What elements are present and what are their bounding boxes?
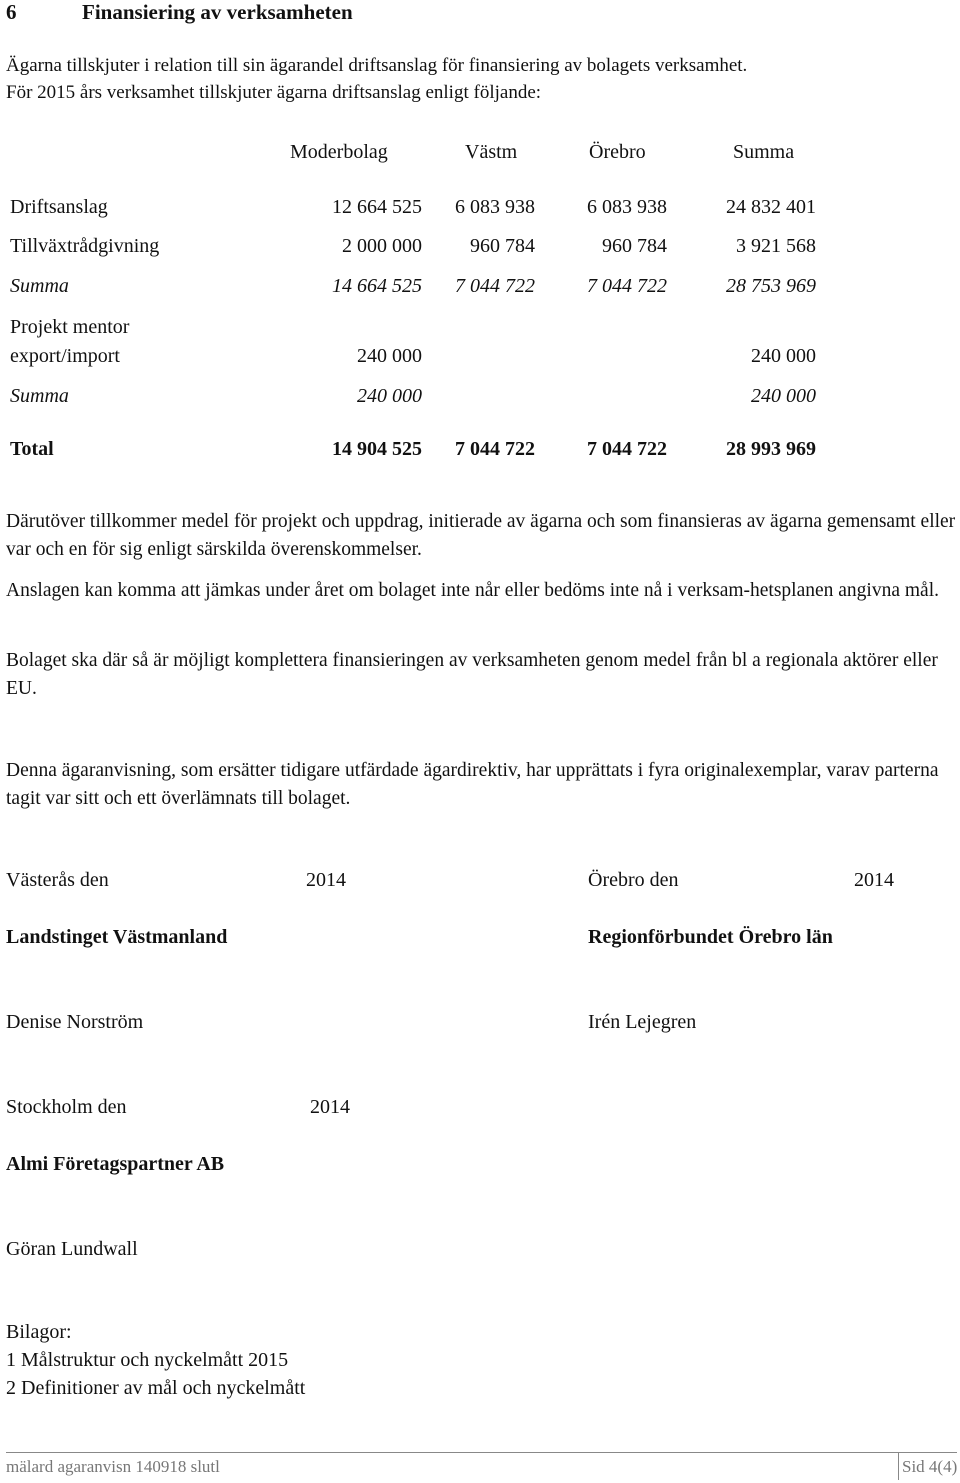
cell-vastm: 960 784	[470, 235, 535, 257]
signature-org-vasteras: Landstinget Västmanland	[6, 926, 228, 948]
cell-summa: 240 000	[751, 345, 816, 367]
row-label-line-1: Projekt mentor	[10, 316, 130, 338]
cell-summa: 28 753 969	[726, 275, 816, 297]
section-number: 6	[6, 0, 17, 24]
row-label: Total	[10, 438, 54, 460]
signature-org-stockholm: Almi Företagspartner AB	[6, 1153, 225, 1175]
paragraph: Därutöver tillkommer medel för projekt och uppdrag, initierade av ägarna och som finansieras av ägarna gemensamt eller var och en för sig enligt särskilda överenskommelser.	[6, 511, 956, 560]
footer-page-number: Sid 4(4)	[902, 1457, 958, 1476]
cell-vastm: 6 083 938	[455, 196, 535, 218]
cell-moderbolag: 12 664 525	[332, 196, 422, 218]
attachment-item: 2 Definitioner av mål och nyckelmått	[6, 1377, 306, 1399]
paragraph: Denna ägaranvisning, som ersätter tidigare utfärdade ägardirektiv, har upprättats i fyra originalexemplar, varav parterna tagit var sitt och ett överlämnats till bolaget.	[6, 760, 939, 809]
paragraph: Anslagen kan komma att jämkas under året om bolaget inte når eller bedöms inte nå i verksam-hetsplanen angivna mål.	[6, 580, 939, 601]
intro-line-1: Ägarna tillskjuter i relation till sin ägarandel driftsanslag för finansiering av bolagets verksamhet.	[6, 55, 748, 76]
col-header-summa: Summa	[733, 141, 795, 163]
signature-org-orebro: Regionförbundet Örebro län	[588, 926, 833, 948]
cell-moderbolag: 14 664 525	[332, 275, 422, 297]
col-header-orebro: Örebro	[589, 141, 646, 163]
col-header-vastm: Västm	[465, 141, 518, 163]
cell-moderbolag: 240 000	[357, 345, 422, 367]
intro-line-2: För 2015 års verksamhet tillskjuter ägarna driftsanslag enligt följande:	[6, 82, 542, 103]
cell-moderbolag: 2 000 000	[342, 235, 422, 257]
attachments-heading: Bilagor:	[6, 1321, 72, 1343]
paragraph: Bolaget ska där så är möjligt komplettera finansieringen av verksamheten genom medel från bl a regionala aktörer eller EU.	[6, 650, 938, 699]
signature-year-stockholm: 2014	[310, 1096, 350, 1118]
cell-summa: 24 832 401	[726, 196, 816, 218]
row-label: Summa	[10, 385, 69, 407]
row-label: Tillväxtrådgivning	[10, 235, 160, 257]
row-label-line-2: export/import	[10, 345, 120, 367]
signature-name-orebro: Irén Lejegren	[588, 1011, 697, 1033]
signature-year-orebro: 2014	[854, 869, 894, 891]
cell-vastm: 7 044 722	[455, 438, 535, 460]
cell-orebro: 7 044 722	[587, 438, 667, 460]
cell-vastm: 7 044 722	[455, 275, 535, 297]
cell-orebro: 960 784	[602, 235, 667, 257]
section-title: Finansiering av verksamheten	[82, 0, 353, 24]
attachment-item: 1 Målstruktur och nyckelmått 2015	[6, 1349, 289, 1371]
cell-moderbolag: 240 000	[357, 385, 422, 407]
cell-orebro: 6 083 938	[587, 196, 667, 218]
cell-orebro: 7 044 722	[587, 275, 667, 297]
cell-summa: 28 993 969	[726, 438, 816, 460]
footer-filename: mälard agaranvisn 140918 slutl	[6, 1457, 220, 1476]
cell-summa: 240 000	[751, 385, 816, 407]
col-header-moderbolag: Moderbolag	[290, 141, 388, 163]
row-label: Summa	[10, 275, 69, 297]
signature-name-vasteras: Denise Norström	[6, 1011, 144, 1033]
row-label: Driftsanslag	[10, 196, 108, 218]
signature-place-vasteras: Västerås den	[6, 869, 109, 891]
signature-name-stockholm: Göran Lundwall	[6, 1238, 138, 1260]
footer-divider	[6, 1452, 957, 1453]
signature-place-stockholm: Stockholm den	[6, 1096, 127, 1118]
signature-place-orebro: Örebro den	[588, 869, 679, 891]
cell-summa: 3 921 568	[736, 235, 816, 257]
signature-year-vasteras: 2014	[306, 869, 346, 891]
cell-moderbolag: 14 904 525	[332, 438, 422, 460]
